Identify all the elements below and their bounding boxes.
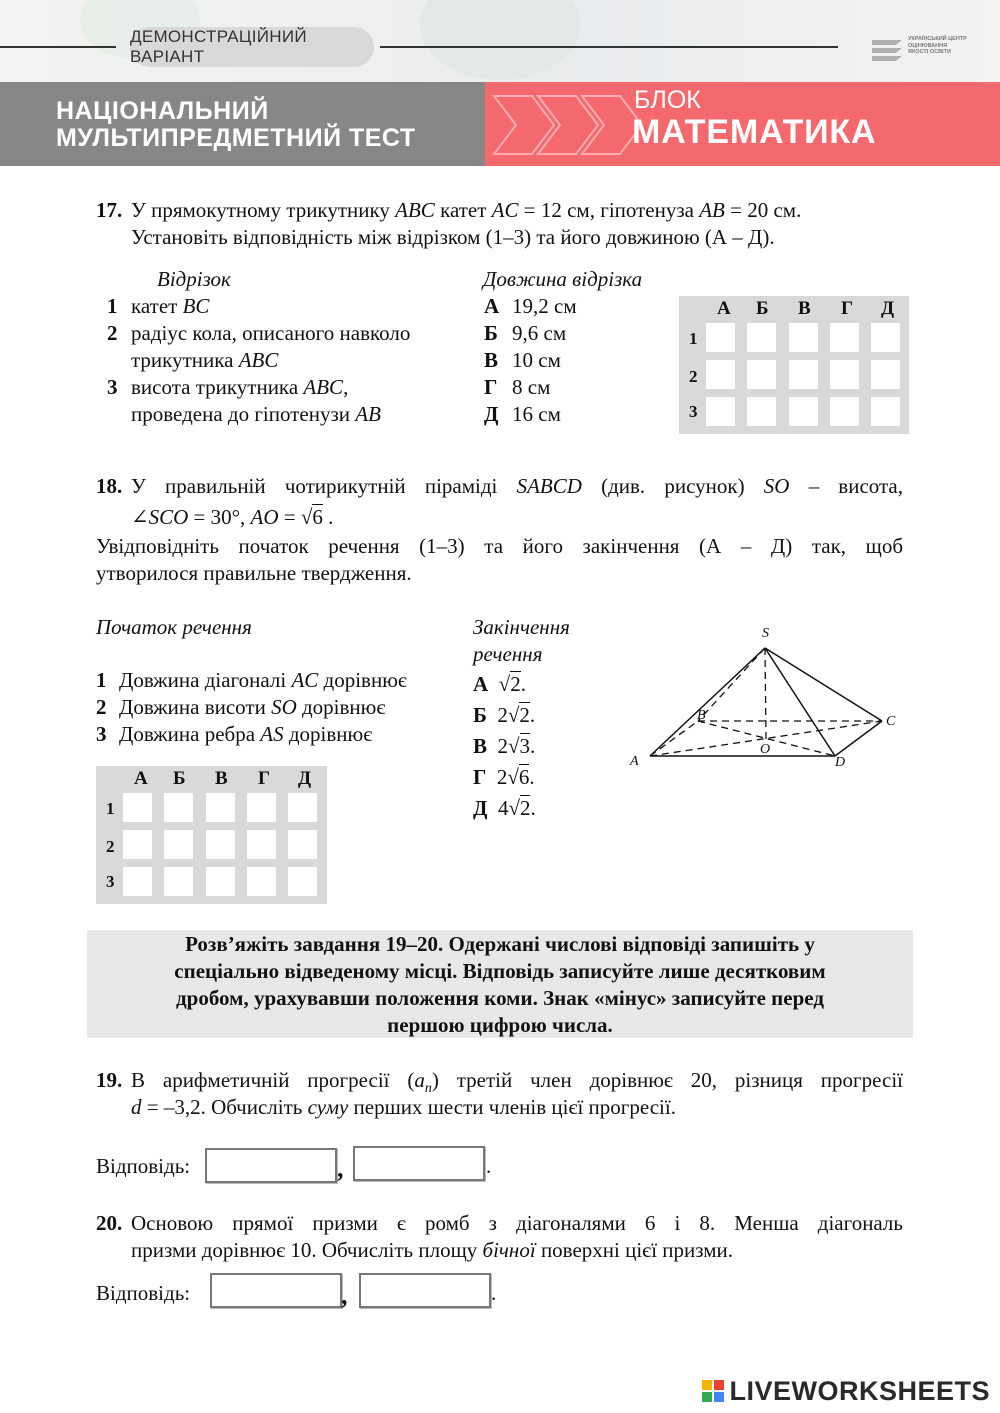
q19-answer-decimal-part-input[interactable] bbox=[353, 1146, 485, 1181]
answer-cell-3-b[interactable] bbox=[747, 397, 776, 426]
q17-option-letter: Д bbox=[484, 402, 499, 426]
q18-option-b: Б 2√2. bbox=[473, 703, 536, 727]
q18-answer-grid bbox=[96, 766, 327, 904]
q18-statement-line-1: У правильній чотирикутній піраміді SABCD (див. рисунок) SO – висота, bbox=[131, 474, 903, 498]
q18-item-1: Довжина діагоналі AC дорівнює bbox=[119, 668, 407, 692]
answer-cell-3-v[interactable] bbox=[206, 867, 235, 896]
q20-answer-dot: . bbox=[491, 1281, 497, 1305]
q18-statement-line-2: ∠SCO = 30°, AO = √6 . bbox=[131, 505, 334, 529]
instructions-line-4: першою цифрою числа. bbox=[387, 1013, 613, 1037]
answer-cell-2-b[interactable] bbox=[747, 360, 776, 389]
q18-item-2: Довжина висоти SO дорівнює bbox=[119, 695, 386, 719]
grid-column-header: А bbox=[134, 768, 148, 789]
liveworksheets-brand-text: LIVEWORKSHEETS bbox=[729, 1376, 990, 1406]
answer-cell-2-g[interactable] bbox=[830, 360, 859, 389]
chevrons-decoration-icon bbox=[492, 88, 642, 162]
answer-cell-1-a[interactable] bbox=[123, 793, 152, 822]
answer-cell-3-d[interactable] bbox=[288, 867, 317, 896]
header-rule-right bbox=[380, 46, 838, 48]
q18-option-a: А √2. bbox=[473, 672, 526, 696]
q19-answer-integer-part-input[interactable] bbox=[205, 1148, 337, 1183]
edge-sd bbox=[765, 648, 835, 756]
answer-cell-3-v[interactable] bbox=[789, 397, 818, 426]
answer-cell-2-v[interactable] bbox=[206, 830, 235, 859]
answer-cell-1-a[interactable] bbox=[706, 323, 735, 352]
instructions-line-3: дробом, урахувавши положення коми. Знак «мінус» записуйте перед bbox=[176, 986, 824, 1010]
edge-sa bbox=[650, 648, 765, 756]
answer-cell-3-a[interactable] bbox=[123, 867, 152, 896]
grid-column-header: Г bbox=[258, 768, 271, 789]
demo-variant-label: ДЕМОНСТРАЦІЙНИЙ ВАРІАНТ bbox=[130, 27, 374, 67]
test-title-line-2: МУЛЬТИПРЕДМЕТНИЙ ТЕСТ bbox=[56, 124, 416, 152]
q20-statement-line-1: Основою прямої призми є ромб з діагоналями 6 і 8. Менша діагональ bbox=[131, 1211, 903, 1235]
answer-cell-2-g[interactable] bbox=[247, 830, 276, 859]
instructions-text bbox=[100, 931, 900, 1039]
q18-item-number: 1 bbox=[96, 668, 107, 692]
edge-ab-hidden bbox=[650, 721, 698, 756]
grid-column-header: Д bbox=[298, 768, 312, 789]
q17-number: 17. bbox=[96, 198, 123, 222]
answer-cell-3-b[interactable] bbox=[164, 867, 193, 896]
vertex-label-d: D bbox=[835, 755, 846, 770]
header-rule-left bbox=[0, 46, 116, 48]
answer-cell-1-b[interactable] bbox=[164, 793, 193, 822]
block-label: БЛОК bbox=[634, 86, 701, 114]
q17-left-column-header: Відрізок bbox=[157, 267, 231, 291]
q18-option-d: Д 4√2. bbox=[473, 796, 536, 820]
answer-cell-1-g[interactable] bbox=[247, 793, 276, 822]
edge-sc bbox=[765, 648, 882, 721]
q17-option-letter: В bbox=[484, 348, 499, 372]
answer-cell-1-b[interactable] bbox=[747, 323, 776, 352]
q17-item-2-line-1: радіус кола, описаного навколо bbox=[131, 321, 411, 345]
q18-instruction-line-2: утворилося правильне твердження. bbox=[96, 561, 412, 585]
q19-answer-label: Відповідь: bbox=[96, 1154, 191, 1178]
instructions-line-2: спеціально відведеному місці. Відповідь записуйте лише десятковим bbox=[174, 959, 826, 983]
ucoyo-logo-text: УКРАЇНСЬКИЙ ЦЕНТР ОЦІНЮВАННЯ ЯКОСТІ ОСВІТИ bbox=[908, 36, 967, 55]
answer-cell-2-v[interactable] bbox=[789, 360, 818, 389]
vertex-label-c: C bbox=[886, 714, 896, 729]
vertex-label-b: B bbox=[697, 708, 706, 723]
q17-item-3-line-1: висота трикутника ABC, bbox=[131, 375, 349, 399]
answer-cell-3-a[interactable] bbox=[706, 397, 735, 426]
answer-cell-3-d[interactable] bbox=[871, 397, 900, 426]
q19-number: 19. bbox=[96, 1068, 123, 1092]
q18-right-column-header-line-1: Закінчення bbox=[473, 615, 570, 639]
height-so-hidden bbox=[765, 648, 766, 739]
grid-column-header: Б bbox=[173, 768, 186, 789]
q17-option-letter: А bbox=[484, 294, 500, 318]
answer-cell-2-d[interactable] bbox=[288, 830, 317, 859]
vertex-label-s: S bbox=[762, 626, 769, 641]
answer-cell-3-g[interactable] bbox=[247, 867, 276, 896]
q20-answer-integer-part-input[interactable] bbox=[210, 1273, 342, 1308]
answer-cell-1-v[interactable] bbox=[789, 323, 818, 352]
q20-number: 20. bbox=[96, 1211, 123, 1235]
grid-row-label: 3 bbox=[689, 402, 698, 421]
answer-cell-2-a[interactable] bbox=[706, 360, 735, 389]
q17-answer-grid bbox=[679, 296, 909, 434]
instructions-line-1: Розв’яжіть завдання 19–20. Одержані числові відповіді запишіть у bbox=[185, 932, 815, 956]
answer-cell-3-g[interactable] bbox=[830, 397, 859, 426]
liveworksheets-logo-icon bbox=[701, 1379, 725, 1403]
q17-option-value: 10 см bbox=[512, 348, 561, 372]
answer-cell-1-v[interactable] bbox=[206, 793, 235, 822]
liveworksheets-brand[interactable] bbox=[701, 1376, 990, 1407]
q19-statement-line-2: d = –3,2. Обчисліть суму перших шести членів цієї прогресії. bbox=[131, 1095, 676, 1119]
edge-dc bbox=[835, 721, 882, 756]
q19-statement-line-1: В арифметичній прогресії $(a_n)$ третій член дорівнює 20, різниця прогресії bbox=[131, 1068, 903, 1097]
q18-item-number: 3 bbox=[96, 722, 107, 746]
answer-cell-1-d[interactable] bbox=[871, 323, 900, 352]
q17-item-1: катет BC bbox=[131, 294, 210, 318]
pyramid-figure bbox=[620, 618, 920, 778]
q18-instruction-line-1: Увідповідніть початок речення (1–3) та його закінчення (А – Д) так, щоб bbox=[96, 534, 903, 558]
answer-cell-1-d[interactable] bbox=[288, 793, 317, 822]
answer-cell-2-b[interactable] bbox=[164, 830, 193, 859]
q18-number: 18. bbox=[96, 474, 123, 498]
q20-answer-decimal-part-input[interactable] bbox=[359, 1273, 491, 1308]
q17-statement-line-2: Установіть відповідність між відрізком (1–3) та його довжиною (А – Д). bbox=[131, 225, 775, 249]
q17-item-number: 2 bbox=[107, 321, 118, 345]
answer-cell-2-a[interactable] bbox=[123, 830, 152, 859]
q18-option-g: Г 2√6. bbox=[473, 765, 535, 789]
q17-option-value: 19,2 см bbox=[512, 294, 577, 318]
q18-item-3: Довжина ребра AS дорівнює bbox=[119, 722, 373, 746]
vertex-label-a: A bbox=[630, 754, 639, 769]
q19-answer-dot: . bbox=[486, 1154, 492, 1178]
grid-row-label: 2 bbox=[106, 837, 115, 856]
test-title bbox=[56, 98, 416, 152]
grid-row-label: 1 bbox=[689, 329, 698, 348]
q18-left-column-header: Початок речення bbox=[96, 615, 252, 639]
answer-cell-1-g[interactable] bbox=[830, 323, 859, 352]
grid-row-label: 3 bbox=[106, 872, 115, 891]
grid-column-header: В bbox=[215, 768, 228, 789]
q17-right-column-header: Довжина відрізка bbox=[483, 267, 643, 291]
q19-answer-comma: , bbox=[337, 1154, 344, 1183]
edge-sb-hidden bbox=[698, 648, 765, 721]
q17-option-value: 16 см bbox=[512, 402, 561, 426]
q17-option-value: 8 см bbox=[512, 375, 551, 399]
q18-option-v: В 2√3. bbox=[473, 734, 536, 758]
q20-answer-comma: , bbox=[341, 1281, 348, 1310]
grid-column-header: А bbox=[717, 298, 731, 319]
block-title: МАТЕМАТИКА bbox=[632, 113, 877, 151]
grid-column-header: Б bbox=[756, 298, 769, 319]
grid-column-header: В bbox=[798, 298, 811, 319]
q17-item-number: 3 bbox=[107, 375, 118, 399]
q17-item-number: 1 bbox=[107, 294, 118, 318]
q17-option-value: 9,6 см bbox=[512, 321, 567, 345]
q17-item-2-line-2: трикутника ABC bbox=[131, 348, 279, 372]
q17-item-3-line-2: проведена до гіпотенузи AB bbox=[131, 402, 381, 426]
grid-column-header: Г bbox=[841, 298, 854, 319]
grid-column-header: Д bbox=[881, 298, 895, 319]
grid-row-label: 2 bbox=[689, 367, 698, 386]
q17-option-letter: Б bbox=[484, 321, 498, 345]
q17-statement-line-1: У прямокутному трикутнику ABC катет AC = 12 см, гіпотенуза AB = 20 см. bbox=[131, 198, 802, 222]
q18-item-number: 2 bbox=[96, 695, 107, 719]
q20-statement-line-2: призми дорівнює 10. Обчисліть площу бічної поверхні цієї призми. bbox=[131, 1238, 734, 1262]
answer-cell-2-d[interactable] bbox=[871, 360, 900, 389]
q17-option-letter: Г bbox=[484, 375, 498, 399]
grid-row-label: 1 bbox=[106, 799, 115, 818]
q20-answer-label: Відповідь: bbox=[96, 1281, 191, 1305]
q18-right-column-header-line-2: речення bbox=[473, 642, 543, 666]
vertex-label-o: O bbox=[760, 742, 771, 757]
test-title-line-1: НАЦІОНАЛЬНИЙ bbox=[56, 97, 269, 125]
